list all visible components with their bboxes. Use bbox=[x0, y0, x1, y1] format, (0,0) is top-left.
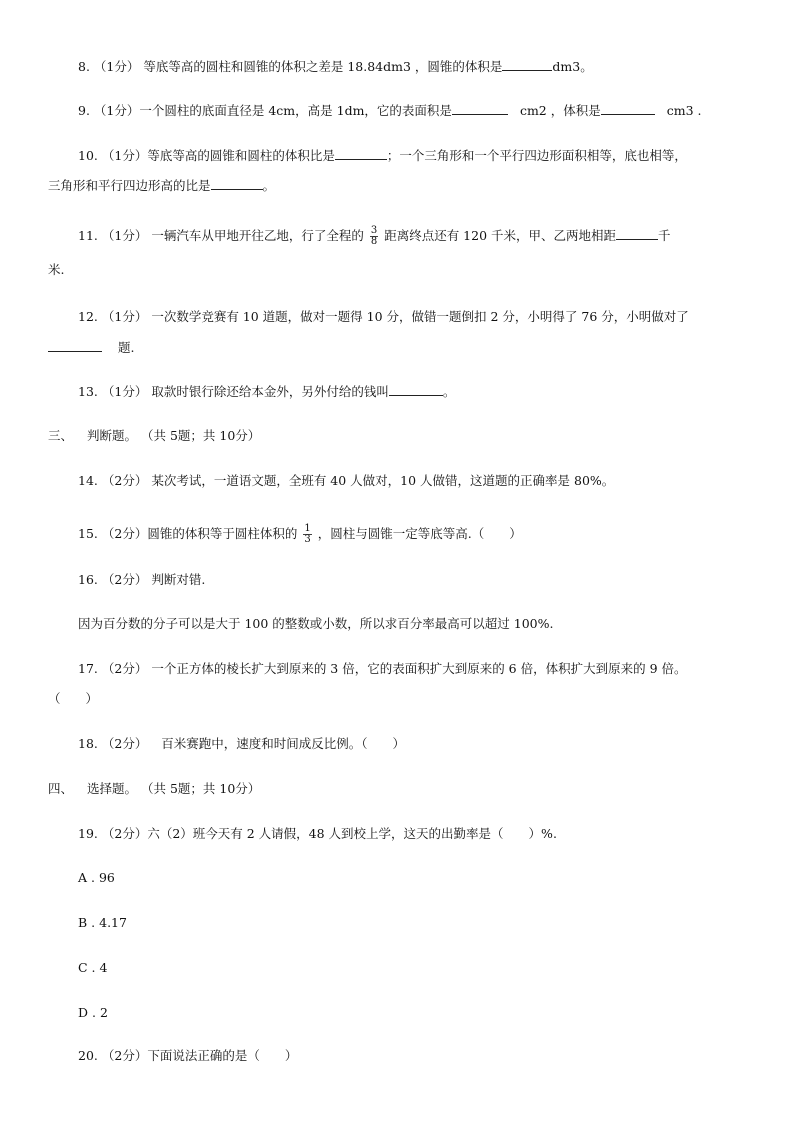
question-text: 一辆汽车从甲地开往乙地，行了全程的 bbox=[151, 228, 364, 243]
option-label: A . bbox=[78, 870, 95, 885]
question-text: 一个正方体的棱长扩大到原来的 3 倍，它的表面积扩大到原来的 6 倍，体积扩大到原来的 9 倍。 bbox=[151, 661, 687, 676]
question-18 bbox=[78, 736, 405, 752]
question-score: （1分） bbox=[101, 384, 148, 399]
option-text: 96 bbox=[98, 870, 115, 885]
fraction bbox=[370, 226, 378, 247]
question-text: 千 bbox=[658, 228, 671, 243]
option-text: 2 bbox=[99, 1005, 108, 1020]
question-number: 9. bbox=[78, 103, 90, 118]
question-score: （1分） bbox=[101, 309, 148, 324]
question-19 bbox=[78, 826, 557, 842]
question-text: 三角形和平行四边形高的比是 bbox=[48, 178, 211, 193]
question-score: （1分） bbox=[101, 228, 148, 243]
question-number: 14. bbox=[78, 473, 98, 488]
question-number: 17. bbox=[78, 661, 98, 676]
question-16 bbox=[78, 572, 205, 588]
question-17 bbox=[78, 661, 687, 677]
section-title: 选择题。 bbox=[86, 781, 137, 796]
question-text: 某次考试，一道语文题，全班有 40 人做对，10 人做错，这道题的正确率是 80%。 bbox=[151, 473, 615, 488]
answer-blank[interactable] bbox=[389, 383, 443, 396]
question-text: dm3。 bbox=[552, 59, 593, 74]
answer-blank[interactable] bbox=[601, 102, 655, 115]
fraction-numerator: 1 bbox=[304, 523, 311, 534]
question-score: （1分） bbox=[101, 148, 148, 163]
question-text: 取款时银行除还给本金外，另外付给的钱叫 bbox=[151, 384, 389, 399]
fraction-numerator: 3 bbox=[370, 225, 378, 236]
section-title: 判断题。 bbox=[86, 428, 137, 443]
question-text: 判断对错. bbox=[151, 572, 206, 587]
question-text: ；一个三角形和一个平行四边形面积相等，底也相等， bbox=[386, 148, 687, 163]
question-number: 8. bbox=[78, 59, 90, 74]
question-number: 13. bbox=[78, 384, 98, 399]
question-number: 20. bbox=[78, 1048, 98, 1063]
question-text: 等底等高的圆柱和圆锥的体积之差是 18.84dm3 ，圆锥的体积是 bbox=[143, 59, 503, 74]
question-14 bbox=[78, 473, 614, 489]
question-text: 因为百分数的分子可以是大于 100 的整数或小数，所以求百分率最高可以超过 100%. bbox=[78, 616, 554, 631]
question-text: 六（2）班今天有 2 人请假，48 人到校上学，这天的出勤率是（ ）%. bbox=[147, 826, 557, 841]
question-number: 19. bbox=[78, 826, 98, 841]
section-3-heading bbox=[48, 428, 260, 444]
question-text: 题. bbox=[118, 340, 135, 355]
answer-blank[interactable] bbox=[502, 58, 552, 71]
question-17-line-2 bbox=[48, 691, 98, 707]
question-text: 米. bbox=[48, 262, 65, 277]
question-text: 等底等高的圆锥和圆柱的体积比是 bbox=[147, 148, 335, 163]
question-score: （2分） bbox=[101, 1048, 148, 1063]
answer-blank[interactable] bbox=[211, 177, 263, 190]
question-score: （2分） bbox=[101, 572, 148, 587]
question-8 bbox=[78, 58, 593, 75]
question-16-statement bbox=[78, 616, 554, 632]
question-15 bbox=[78, 520, 522, 548]
option-a[interactable] bbox=[78, 870, 115, 886]
question-score: （2分） bbox=[101, 736, 148, 751]
question-13 bbox=[78, 383, 455, 400]
fraction-denominator: 3 bbox=[304, 534, 311, 545]
question-number: 10. bbox=[78, 148, 98, 163]
section-label: 四、 bbox=[48, 781, 74, 796]
question-10 bbox=[78, 147, 687, 164]
question-score: （1分） bbox=[93, 59, 140, 74]
question-number: 18. bbox=[78, 736, 98, 751]
question-number: 11. bbox=[78, 228, 98, 243]
answer-parentheses[interactable]: （ ） bbox=[48, 691, 99, 706]
question-text: 。 bbox=[442, 384, 456, 399]
option-label: B . bbox=[78, 915, 96, 930]
answer-blank[interactable] bbox=[616, 227, 658, 240]
section-info: （共 5题；共 10分） bbox=[140, 428, 261, 443]
question-score: （2分） bbox=[101, 661, 148, 676]
question-score: （2分） bbox=[101, 473, 148, 488]
question-10-line-2 bbox=[48, 177, 275, 194]
question-text: cm3 . bbox=[666, 103, 702, 118]
answer-blank[interactable] bbox=[335, 147, 387, 160]
option-text: 4.17 bbox=[99, 915, 127, 930]
option-text: 4 bbox=[99, 960, 108, 975]
question-text: 距离终点还有 120 千米，甲、乙两地相距 bbox=[384, 228, 617, 243]
option-b[interactable] bbox=[78, 915, 127, 931]
question-9 bbox=[78, 102, 701, 119]
question-text: 圆锥的体积等于圆柱体积的 bbox=[147, 526, 298, 541]
question-20 bbox=[78, 1048, 297, 1064]
question-score: （2分） bbox=[101, 526, 148, 541]
option-label: D . bbox=[78, 1005, 96, 1020]
question-score: （1分） bbox=[93, 103, 140, 118]
question-text: 一个圆柱的底面直径是 4cm，高是 1dm，它的表面积是 bbox=[139, 103, 452, 118]
option-label: C . bbox=[78, 960, 96, 975]
question-11-line-2 bbox=[48, 262, 64, 278]
section-4-heading bbox=[48, 781, 260, 797]
fraction bbox=[303, 524, 311, 545]
question-12 bbox=[78, 309, 689, 325]
question-text: 。 bbox=[262, 178, 276, 193]
section-info: （共 5题；共 10分） bbox=[140, 781, 261, 796]
option-c[interactable] bbox=[78, 960, 107, 976]
fraction-denominator: 8 bbox=[370, 236, 378, 247]
question-number: 16. bbox=[78, 572, 98, 587]
option-d[interactable] bbox=[78, 1005, 108, 1021]
question-text: 一次数学竞赛有 10 道题，做对一题得 10 分，做错一题倒扣 2 分，小明得了 76 分，小明做对了 bbox=[151, 309, 689, 324]
question-11 bbox=[78, 222, 671, 250]
question-12-line-2 bbox=[48, 339, 134, 356]
question-text: 百米赛跑中，速度和时间成反比例。（ ） bbox=[161, 736, 406, 751]
question-text: cm2 ，体积是 bbox=[519, 103, 601, 118]
answer-blank[interactable] bbox=[452, 102, 508, 115]
section-label: 三、 bbox=[48, 428, 74, 443]
answer-blank[interactable] bbox=[48, 339, 102, 352]
question-text: 下面说法正确的是（ ） bbox=[147, 1048, 298, 1063]
question-number: 15. bbox=[78, 526, 98, 541]
question-number: 12. bbox=[78, 309, 98, 324]
question-text: ，圆柱与圆锥一定等底等高.（ ） bbox=[317, 526, 522, 541]
question-score: （2分） bbox=[101, 826, 148, 841]
